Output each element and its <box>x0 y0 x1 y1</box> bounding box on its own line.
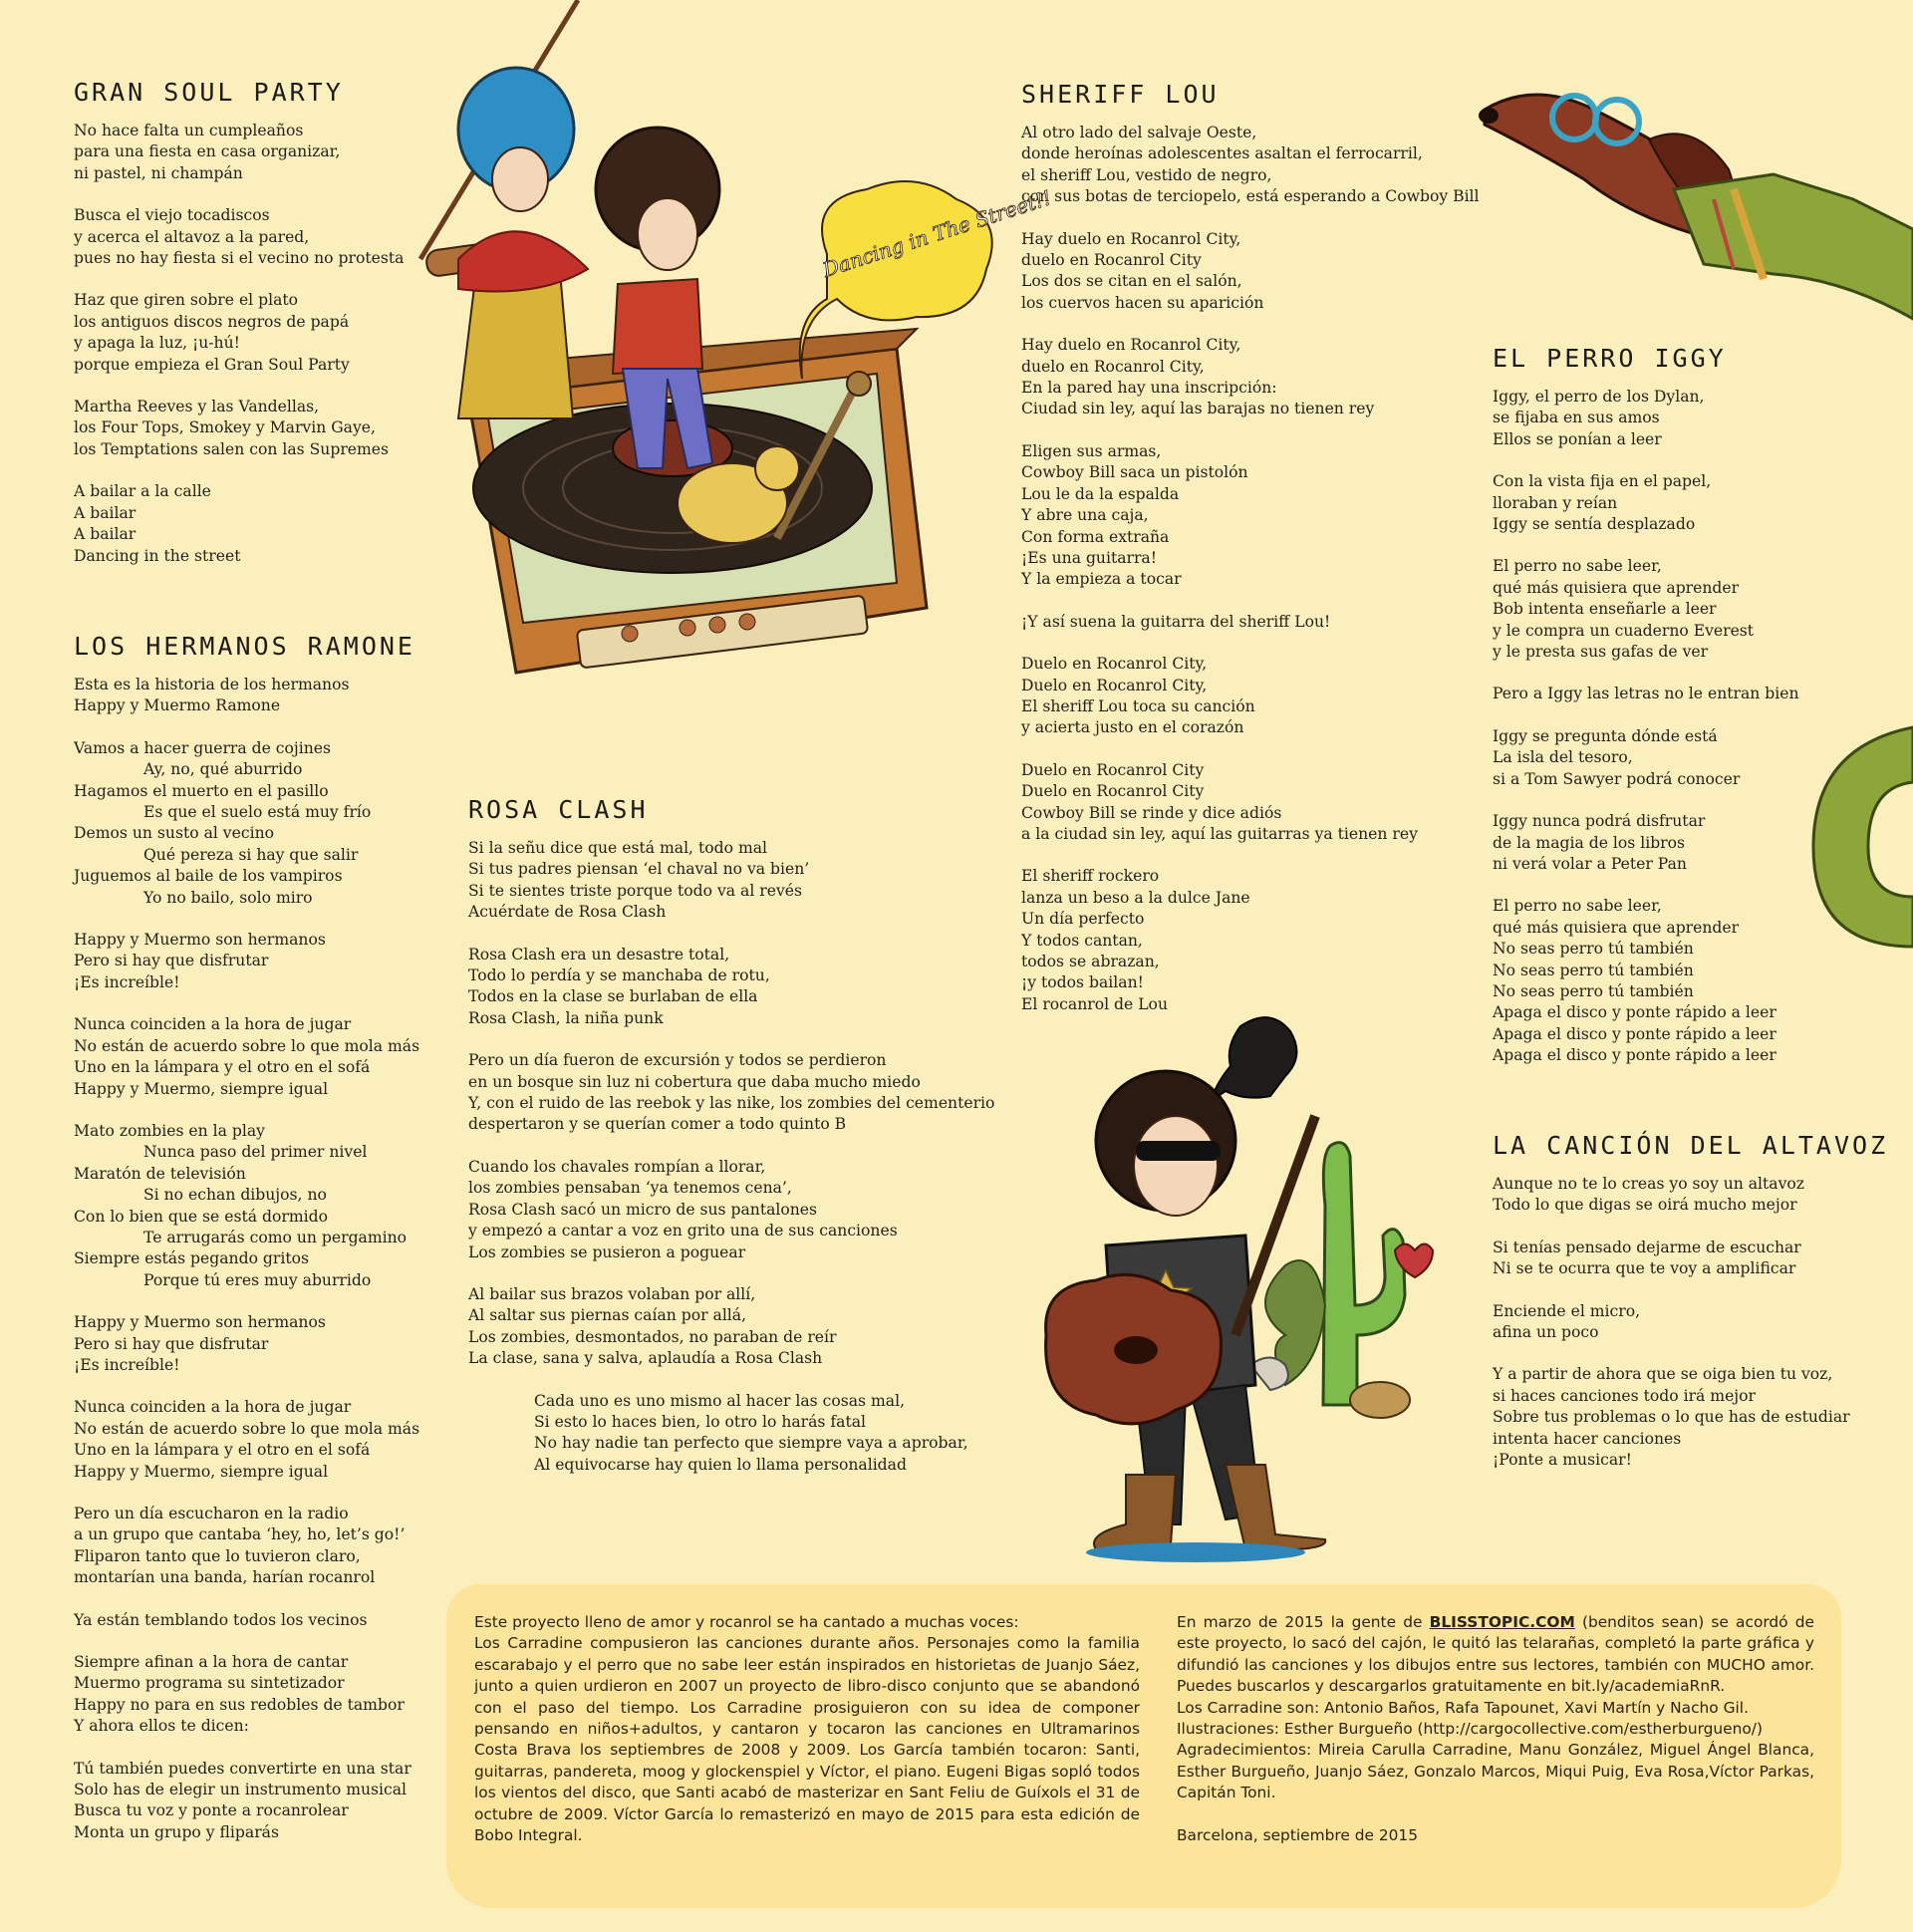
lyric-line: intenta hacer canciones <box>1493 1429 1682 1448</box>
stanza <box>468 838 994 924</box>
stanza <box>74 397 404 460</box>
lyric-line: Happy no para en sus redobles de tambor <box>74 1695 405 1714</box>
lyric-line: A bailar <box>74 503 137 522</box>
credits-rediscovery: En marzo de 2015 la gente de BLISSTOPIC.COM (benditos sean) se acordó de este proyecto, lo sacó del cajón, le quitó las telarañas, completó la parte gráfica y difundió las canciones y los dibujos entre sus lectores, también con MUCHO amor. Puedes buscarlos y descargarlos gratuitamente en bit.ly/academiaRnR. <box>1177 1613 1814 1696</box>
lyric-line: Los zombies, desmontados, no paraban de reír <box>468 1327 837 1346</box>
lyric-line: Rosa Clash era un desastre total, <box>468 945 730 964</box>
lyric-line: Iggy nunca podrá disfrutar <box>1493 812 1706 831</box>
credits-right-column <box>1177 1612 1814 1846</box>
lyric-line: Apaga el disco y ponte rápido a leer <box>1493 1003 1776 1022</box>
stanza <box>1021 866 1480 1015</box>
song-rosa-clash <box>468 795 994 1497</box>
stanza <box>1021 441 1480 591</box>
lyric-line: En la pared hay una inscripción: <box>1021 379 1277 398</box>
stanza <box>468 1391 994 1477</box>
lyric-line: Siempre estás pegando gritos <box>74 1249 310 1268</box>
iggy-dog-illustration <box>1475 80 1913 349</box>
blisstopic-link[interactable]: BLISSTOPIC.COM <box>1429 1613 1575 1631</box>
lyric-line: Iggy, el perro de los Dylan, <box>1493 388 1705 406</box>
stanza <box>74 481 404 567</box>
stanza <box>1021 760 1480 846</box>
lyric-line: Porque tú eres muy aburrido <box>143 1270 372 1289</box>
lyric-line: Solo has de elegir un instrumento musical <box>74 1781 408 1799</box>
lyric-line: el sheriff Lou, vestido de negro, <box>1021 165 1272 184</box>
lyric-line: para una fiesta en casa organizar, <box>74 142 341 161</box>
lyric-line: Busca tu voz y ponte a rocanrolear <box>74 1801 349 1820</box>
lyric-line: Nunca coinciden a la hora de jugar <box>74 1015 352 1034</box>
lyric-line: despertaron y se querían comer a todo quinto B <box>468 1115 847 1134</box>
stanza <box>1021 654 1480 739</box>
song-la-cancion-del-altavoz <box>1493 1131 1888 1492</box>
stanza <box>74 290 404 376</box>
lyric-line: ¡Es una guitarra! <box>1021 548 1157 567</box>
lyric-line: Dancing in the street <box>74 546 241 565</box>
lyric-line: Mato zombies en la play <box>74 1121 265 1140</box>
lyric-line: Martha Reeves y las Vandellas, <box>74 398 320 416</box>
lyric-line: ni verá volar a Peter Pan <box>1493 854 1687 873</box>
lyric-line: Aunque no te lo creas yo soy un altavoz <box>1493 1175 1805 1193</box>
stanza <box>74 1610 419 1631</box>
lyric-line: Happy y Muermo son hermanos <box>74 1313 326 1332</box>
lyric-line: Hagamos el muerto en el pasillo <box>74 781 329 800</box>
credits-thanks: Agradecimientos: Mireia Carulla Carradine, Manu González, Miguel Ángel Blanca, Esther Burgueño, Juanjo Sáez, Gonzalo Marcos, Miqui Puig, Eva Rosa,Víctor Parkas, Capitán Toni. <box>1177 1741 1814 1802</box>
stanza <box>74 738 419 909</box>
lyric-line: Nunca coinciden a la hora de jugar <box>74 1398 352 1417</box>
lyric-line: Cowboy Bill se rinde y dice adiós <box>1021 803 1282 822</box>
lyric-line: Al equivocarse hay quien lo llama personalidad <box>534 1455 907 1474</box>
stanza <box>1493 1364 1888 1471</box>
lyric-line: si a Tom Sawyer podrá conocer <box>1493 769 1741 788</box>
lyric-line: Duelo en Rocanrol City, <box>1021 655 1208 674</box>
lyric-line: A bailar <box>74 525 137 544</box>
lyric-line: Si la señu dice que está mal, todo mal <box>468 839 768 857</box>
lyric-line: Bob intenta enseñarle a leer <box>1493 600 1717 619</box>
credits-members: Los Carradine son: Antonio Baños, Rafa Tapounet, Xavi Martín y Nacho Gil. <box>1177 1698 1749 1717</box>
stanza <box>1493 1301 1888 1344</box>
lyric-line: Apaga el disco y ponte rápido a leer <box>1493 1046 1776 1065</box>
lyric-line: ¡Ponte a musicar! <box>1493 1451 1632 1470</box>
lyric-line: duelo en Rocanrol City <box>1021 251 1202 270</box>
lyric-line: y apaga la luz, ¡u-hú! <box>74 334 240 353</box>
lyric-line: Eligen sus armas, <box>1021 441 1162 460</box>
lyric-line: Uno en la lámpara y el otro en el sofá <box>74 1441 371 1460</box>
lyric-line: El perro no sabe leer, <box>1493 897 1662 916</box>
lyric-line: No hay nadie tan perfecto que siempre vaya a aprobar, <box>534 1434 968 1453</box>
stanza <box>468 1284 994 1370</box>
credits-history: Los Carradine compusieron las canciones durante años. Personajes como la familia escarabajo y el perro que no sabe leer están inspirados en historietas de Juanjo Sáez, junto a quien urdieron en 2007 un proyecto de libro-disco conjunto que se abandonó con el paso del tiempo. Los Carradine prosiguieron con su idea de componer pensando en niños+adultos, y cantaron y tocaron las canciones en Ultramarinos Costa Brava los septiembres de 2008 y 2009. Los García también tocaron: Santi, guitarras, pandereta, moog y glockenspiel y Víctor, el piano. Eugeni Bigas sopló todos los vientos del disco, que Santi acabó de masterizar en Sant Feliu de Guíxols el 31 de octubre de 2009. Víctor García lo remasterizó en mayo de 2015 para esta edición de Bobo Integral. <box>474 1634 1140 1845</box>
lyric-line: Si te sientes triste porque todo va al revés <box>468 881 802 900</box>
lyric-line: Y ahora ellos te dicen: <box>74 1717 249 1736</box>
lyric-line: Y abre una caja, <box>1021 506 1149 525</box>
stanza <box>1493 811 1799 875</box>
stanza <box>74 1121 419 1291</box>
song-hermanos-ramone <box>74 632 419 1864</box>
lyric-line: Si no echan dibujos, no <box>143 1186 327 1205</box>
lyric-line: No hace falta un cumpleaños <box>74 122 304 139</box>
lyric-line: Y a partir de ahora que se oiga bien tu voz, <box>1493 1365 1833 1384</box>
lyric-line: Hay duelo en Rocanrol City, <box>1021 336 1241 355</box>
lyric-line: qué más quisiera que aprender <box>1493 918 1740 937</box>
stanza <box>74 1652 419 1738</box>
lyric-line: Y, con el ruido de las reebok y las nike, los zombies del cementerio <box>468 1094 995 1113</box>
lyric-line: Con lo bien que se está dormido <box>74 1207 328 1226</box>
lyric-line: Es que el suelo está muy frío <box>143 803 372 822</box>
lyric-line: Con la vista fija en el papel, <box>1493 472 1712 491</box>
stanza <box>1493 1238 1888 1280</box>
lyric-line: No están de acuerdo sobre lo que mola más <box>74 1036 420 1055</box>
credits-panel <box>446 1584 1841 1908</box>
lyric-line: Monta un grupo y fliparás <box>74 1822 279 1841</box>
lyric-line: Ciudad sin ley, aquí las barajas no tienen rey <box>1021 400 1375 418</box>
lyric-line: Uno en la lámpara y el otro en el sofá <box>74 1058 371 1077</box>
lyric-line: Nunca paso del primer nivel <box>143 1143 368 1162</box>
lyric-line: Muermo programa su sintetizador <box>74 1674 345 1693</box>
lyric-line: afina un poco <box>1493 1323 1599 1342</box>
record-player-illustration <box>399 0 1055 697</box>
lyric-line: Hay duelo en Rocanrol City, <box>1021 229 1241 248</box>
lyric-line: y le presta sus gafas de ver <box>1493 643 1709 662</box>
song-sheriff-lou <box>1021 80 1480 1036</box>
lyric-line: con sus botas de terciopelo, está esperando a Cowboy Bill <box>1021 187 1480 206</box>
speech-bubble-text: Dancing in The Street!! <box>819 185 1055 282</box>
stanza <box>1493 387 1799 450</box>
lyric-line: Qué pereza si hay que salir <box>143 845 359 864</box>
stanza <box>1021 229 1480 315</box>
lyric-line: los zombies pensaban ‘ya tenemos cena’, <box>468 1179 792 1198</box>
lyric-line: Pero a Iggy las letras no le entran bien <box>1493 685 1799 703</box>
lyric-line: Tú también puedes convertirte en una star <box>74 1759 411 1778</box>
lyric-line: Busca el viejo tocadiscos <box>74 206 270 225</box>
lyric-line: se fijaba en sus amos <box>1493 409 1660 427</box>
song-title: GRAN SOUL PARTY <box>74 78 344 107</box>
lyric-line: Un día perfecto <box>1021 910 1145 929</box>
credits-intro: Este proyecto lleno de amor y rocanrol se ha cantado a muchas voces: <box>474 1613 1019 1631</box>
lyric-line: Rosa Clash sacó un micro de sus pantalones <box>468 1200 818 1219</box>
lyric-line: los Four Tops, Smokey y Marvin Gaye, <box>74 418 376 437</box>
lyric-line: El sheriff rockero <box>1021 867 1160 886</box>
song-title: SHERIFF LOU <box>1021 80 1220 109</box>
snake-illustration <box>1774 697 1913 996</box>
stanza <box>74 1504 419 1589</box>
lyric-line: Si esto lo haces bien, lo otro lo harás fatal <box>534 1412 867 1431</box>
lyric-line: Maratón de televisión <box>74 1164 246 1183</box>
lyric-line: Happy y Muermo son hermanos <box>74 931 326 950</box>
lyric-line: Haz que giren sobre el plato <box>74 291 299 310</box>
lyric-line: El rocanrol de Lou <box>1021 994 1168 1013</box>
lyric-line: los antiguos discos negros de papá <box>74 312 350 331</box>
stanza <box>1493 1174 1888 1217</box>
lyric-line: Yo no bailo, solo miro <box>143 888 313 907</box>
lyric-line: Ay, no, qué aburrido <box>143 760 303 779</box>
lyric-line: Pero un día escucharon en la radio <box>74 1505 349 1522</box>
lyric-line: Happy y Muermo, siempre igual <box>74 1462 329 1481</box>
lyric-line: lanza un beso a la dulce Jane <box>1021 888 1250 907</box>
lyric-line: de la magia de los libros <box>1493 833 1686 852</box>
lyric-line: los Temptations salen con las Supremes <box>74 439 390 458</box>
lyric-line: a la ciudad sin ley, aquí las guitarras ya tienen rey <box>1021 824 1418 843</box>
lyric-line: lloraban y reían <box>1493 493 1618 512</box>
lyric-line: pues no hay fiesta si el vecino no protesta <box>74 249 405 268</box>
lyric-line: Los zombies se pusieron a poguear <box>468 1242 746 1261</box>
lyric-line: Si tenías pensado dejarme de escuchar <box>1493 1238 1801 1256</box>
lyric-line: y acierta justo en el corazón <box>1021 718 1244 737</box>
lyric-line: Juguemos al baile de los vampiros <box>74 867 343 886</box>
lyric-line: duelo en Rocanrol City, <box>1021 357 1205 376</box>
lyric-line: Al otro lado del salvaje Oeste, <box>1021 124 1257 141</box>
lyric-line: Todo lo perdía y se manchaba de rotu, <box>468 966 770 985</box>
lyric-line: ni pastel, ni champán <box>74 163 243 182</box>
stanza <box>74 205 404 269</box>
lyric-line: Ya están temblando todos los vecinos <box>74 1610 368 1629</box>
lyric-line: Si tus padres piensan ‘el chaval no va bien’ <box>468 860 810 879</box>
lyric-line: qué más quisiera que aprender <box>1493 578 1740 597</box>
lyric-line: si haces canciones todo irá mejor <box>1493 1386 1756 1405</box>
lyric-line: Duelo en Rocanrol City, <box>1021 676 1208 694</box>
stanza <box>74 930 419 993</box>
stanza <box>1493 471 1799 535</box>
song-gran-soul-party <box>74 78 404 588</box>
sheriff-lou-illustration <box>986 1006 1445 1564</box>
lyric-line: Y la empieza a tocar <box>1021 570 1182 589</box>
stanza <box>1493 556 1799 663</box>
lyric-line: Demos un susto al vecino <box>74 824 274 843</box>
song-title: LOS HERMANOS RAMONE <box>74 632 415 661</box>
stanza <box>74 1759 419 1844</box>
lyric-line: Con forma extraña <box>1021 527 1170 546</box>
lyric-line: Cada uno es uno mismo al hacer las cosas mal, <box>534 1391 906 1410</box>
credits-signoff: Barcelona, septiembre de 2015 <box>1177 1825 1419 1844</box>
lyric-line: Vamos a hacer guerra de cojines <box>74 738 332 757</box>
lyric-line: Happy y Muermo Ramone <box>74 696 281 715</box>
lyric-line: Esta es la historia de los hermanos <box>74 676 350 693</box>
lyric-line: Happy y Muermo, siempre igual <box>74 1079 329 1098</box>
stanza <box>1493 726 1799 790</box>
stanza <box>74 121 404 184</box>
lyric-line: Y todos cantan, <box>1021 931 1143 950</box>
lyric-line: ¡Y así suena la guitarra del sheriff Lou! <box>1021 612 1331 631</box>
lyric-line: No seas perro tú también <box>1493 961 1694 979</box>
lyric-line: Al saltar sus piernas caían por allá, <box>468 1306 747 1325</box>
lyric-line: Sobre tus problemas o lo que has de estudiar <box>1493 1408 1850 1427</box>
lyric-line: Todo lo que digas se oirá mucho mejor <box>1493 1196 1797 1215</box>
lyric-line: y le compra un cuaderno Everest <box>1493 621 1755 640</box>
stanza <box>468 1157 994 1263</box>
lyric-line: Duelo en Rocanrol City <box>1021 760 1205 779</box>
song-title: ROSA CLASH <box>468 795 649 824</box>
lyric-line: Fliparon tanto que lo tuvieron claro, <box>74 1546 361 1565</box>
lyric-line: porque empieza el Gran Soul Party <box>74 355 350 374</box>
lyric-line: No seas perro tú también <box>1493 940 1694 959</box>
lyric-line: Rosa Clash, la niña punk <box>468 1008 664 1027</box>
lyric-line: Siempre afinan a la hora de cantar <box>74 1653 349 1672</box>
lyric-line: Acuérdate de Rosa Clash <box>468 903 667 922</box>
lyric-line: Apaga el disco y ponte rápido a leer <box>1493 1024 1776 1043</box>
lyric-line: Iggy se pregunta dónde está <box>1493 726 1718 745</box>
stanza <box>1021 612 1480 633</box>
lyric-line: No están de acuerdo sobre lo que mola más <box>74 1419 420 1438</box>
lyric-line: Te arrugarás como un pergamino <box>143 1228 408 1246</box>
stanza <box>74 1312 419 1376</box>
lyric-line: El sheriff Lou toca su canción <box>1021 696 1255 715</box>
lyric-line: en un bosque sin luz ni cobertura que daba mucho miedo <box>468 1072 921 1091</box>
lyric-line: todos se abrazan, <box>1021 953 1160 970</box>
lyric-line: La isla del tesoro, <box>1493 748 1633 767</box>
credits-left-column <box>474 1612 1140 1846</box>
song-title: EL PERRO IGGY <box>1493 344 1727 373</box>
lyric-line: Cuando los chavales rompían a llorar, <box>468 1157 766 1176</box>
lyric-line: Al bailar sus brazos volaban por allí, <box>468 1284 756 1303</box>
lyric-line: Enciende el micro, <box>1493 1301 1641 1320</box>
lyric-line: ¡Es increíble! <box>74 1355 180 1374</box>
stanza <box>74 1014 419 1100</box>
lyric-line: Cowboy Bill saca un pistolón <box>1021 463 1248 482</box>
stanza <box>1493 684 1799 704</box>
lyric-line: y empezó a cantar a voz en grito una de sus canciones <box>468 1222 898 1241</box>
stanza <box>1021 335 1480 420</box>
lyric-line: a un grupo que cantaba ‘hey, ho, let’s go!’ <box>74 1525 406 1544</box>
lyric-line: Pero si hay que disfrutar <box>74 952 269 970</box>
lyric-line: Todos en la clase se burlaban de ella <box>468 987 758 1006</box>
stanza <box>468 1050 994 1136</box>
lyric-line: ¡y todos bailan! <box>1021 973 1144 992</box>
lyric-line: A bailar a la calle <box>74 482 211 501</box>
stanza <box>468 945 994 1030</box>
lyric-line: La clase, sana y salva, aplaudía a Rosa Clash <box>468 1349 823 1368</box>
song-el-perro-iggy <box>1493 344 1799 1088</box>
lyric-line: Iggy se sentía desplazado <box>1493 515 1696 534</box>
lyric-line: montarían una banda, harían rocanrol <box>74 1568 376 1587</box>
lyric-line: Ellos se ponían a leer <box>1493 429 1662 448</box>
lyric-line: los cuervos hacen su aparición <box>1021 293 1264 312</box>
lyric-line: No seas perro tú también <box>1493 981 1694 1000</box>
lyric-line: Duelo en Rocanrol City <box>1021 782 1205 801</box>
stanza <box>74 675 419 717</box>
stanza <box>74 1397 419 1483</box>
credits-illustrations: Ilustraciones: Esther Burgueño (http://cargocollective.com/estherburgueno/) <box>1177 1720 1763 1739</box>
lyric-line: Pero un día fueron de excursión y todos se perdieron <box>468 1051 887 1070</box>
lyric-line: El perro no sabe leer, <box>1493 557 1662 576</box>
lyric-line: Lou le da la espalda <box>1021 484 1180 503</box>
lyric-line: ¡Es increíble! <box>74 972 180 991</box>
lyric-line: Ni se te ocurra que te voy a amplificar <box>1493 1259 1796 1278</box>
lyric-line: y acerca el altavoz a la pared, <box>74 227 310 246</box>
song-title: LA CANCIÓN DEL ALTAVOZ <box>1493 1131 1889 1160</box>
stanza <box>1493 896 1799 1066</box>
stanza <box>1021 123 1480 208</box>
lyric-line: Los dos se citan en el salón, <box>1021 272 1242 291</box>
lyric-line: Pero si hay que disfrutar <box>74 1334 269 1353</box>
lyric-line: donde heroínas adolescentes asaltan el ferrocarril, <box>1021 144 1423 163</box>
